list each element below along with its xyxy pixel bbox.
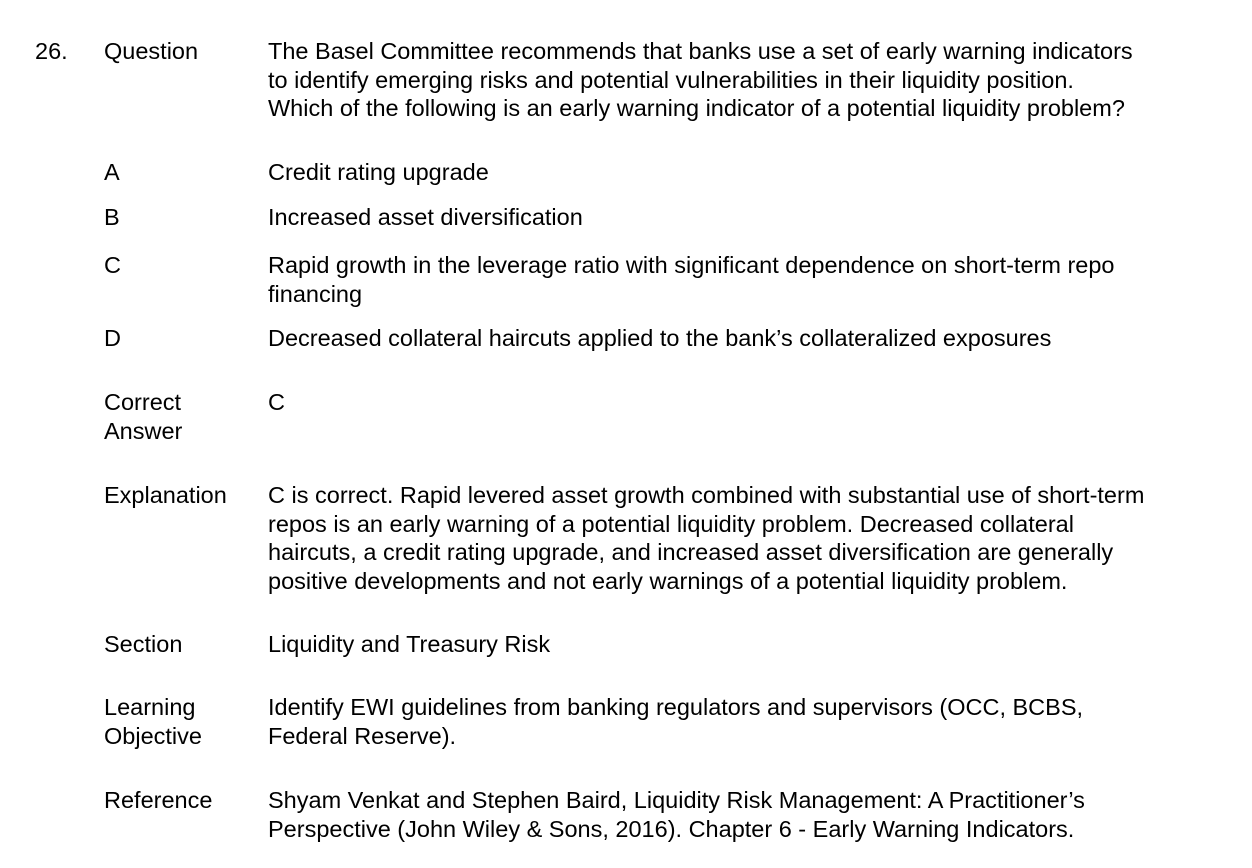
correct-answer-label [104, 388, 268, 445]
learning-objective-label-line: Learning [104, 694, 196, 720]
learning-objective-line: Federal Reserve). [268, 722, 457, 749]
section-label: Section [104, 631, 183, 657]
option-b-row [104, 203, 1224, 232]
question-line: The Basel Committee recommends that banks use a set of early warning indicators [268, 38, 1133, 64]
explanation-row [104, 481, 1224, 595]
reference-label: Reference [104, 787, 213, 813]
correct-answer-value: C [268, 389, 285, 415]
reference-line: Shyam Venkat and Stephen Baird, Liquidity Risk Management: A Practitioner’s [268, 787, 1085, 813]
explanation-line: repos is an early warning of a potential liquidity problem. Decreased collateral [268, 510, 1074, 537]
learning-objective-row [104, 693, 1224, 750]
option-c-letter: C [104, 252, 121, 278]
learning-objective-label [104, 693, 268, 750]
explanation-line: C is correct. Rapid levered asset growth combined with substantial use of short-term [268, 482, 1145, 508]
reference-line: Perspective (John Wiley & Sons, 2016). Chapter 6 - Early Warning Indicators. [268, 815, 1075, 842]
correct-answer-label-line: Correct [104, 389, 182, 415]
option-c-text [268, 251, 1224, 308]
correct-answer-row [104, 388, 1224, 445]
correct-answer-label-line: Answer [104, 417, 183, 444]
section-value: Liquidity and Treasury Risk [268, 631, 551, 657]
reference-text [268, 786, 1224, 843]
option-c-line: Rapid growth in the leverage ratio with significant dependence on short-term repo [268, 252, 1115, 278]
learning-objective-text [268, 693, 1224, 750]
option-a-letter: A [104, 159, 120, 185]
option-d-row [104, 324, 1224, 353]
option-c-row [104, 251, 1224, 308]
explanation-line: haircuts, a credit rating upgrade, and increased asset diversification are generally [268, 539, 1114, 565]
question-number: 26. [35, 38, 68, 64]
option-a-text: Credit rating upgrade [268, 159, 489, 185]
option-b-letter: B [104, 204, 120, 230]
question-label: Question [104, 38, 199, 64]
question-row [104, 37, 1224, 123]
question-text [268, 37, 1224, 123]
option-d-text: Decreased collateral haircuts applied to the bank’s collateralized exposures [268, 325, 1052, 351]
reference-row [104, 786, 1224, 843]
option-d-letter: D [104, 325, 121, 351]
explanation-text [268, 481, 1224, 595]
explanation-line: positive developments and not early warnings of a potential liquidity problem. [268, 567, 1068, 594]
learning-objective-label-line: Objective [104, 722, 202, 749]
section-row [104, 630, 1224, 659]
question-line: to identify emerging risks and potential vulnerabilities in their liquidity position. [268, 66, 1074, 93]
option-b-text: Increased asset diversification [268, 204, 583, 230]
explanation-label: Explanation [104, 482, 227, 508]
option-c-line: financing [268, 280, 363, 307]
question-line: Which of the following is an early warning indicator of a potential liquidity problem? [268, 95, 1125, 121]
option-a-row [104, 158, 1224, 187]
learning-objective-line: Identify EWI guidelines from banking regulators and supervisors (OCC, BCBS, [268, 694, 1084, 720]
